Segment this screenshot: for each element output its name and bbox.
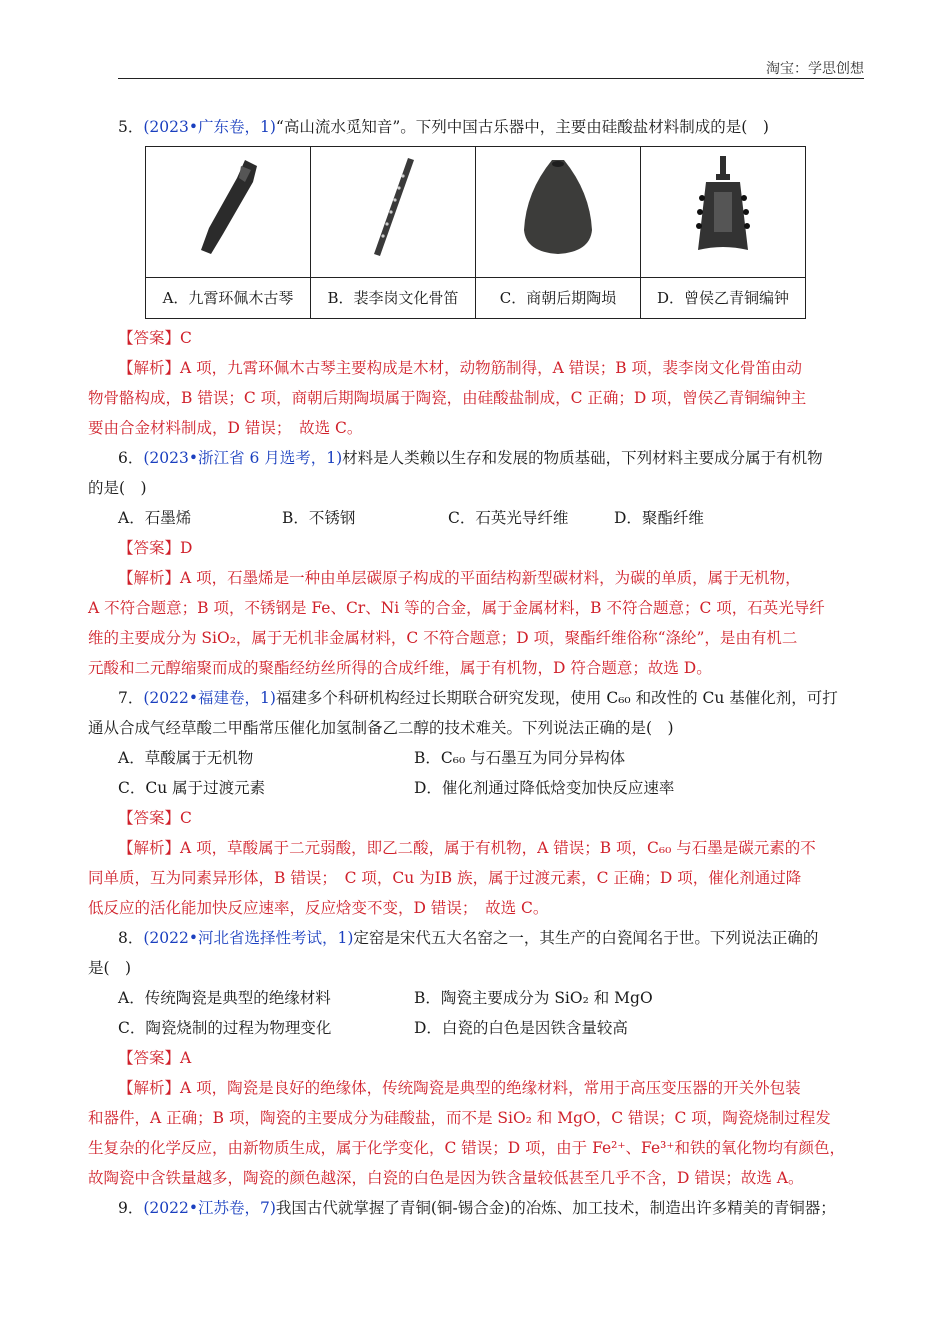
- q5-option-a: A．九霄环佩木古琴: [146, 278, 311, 319]
- q5-option-b: B．裴李岗文化骨笛: [311, 278, 476, 319]
- q6-source: (2023•浙江省 6 月选考，1): [143, 449, 343, 467]
- q7-stem-cont: 通从合成气经草酸二甲酯常压催化加氢制备乙二醇的技术难关。下列说法正确的是( ): [88, 719, 674, 737]
- q7-options-row2: [88, 773, 864, 803]
- q7-explanation: 【解析】A 项，草酸属于二元弱酸，即乙二酸，属于有机物，A 错误；B 项，C₆₀ 与石墨是碳元素的不 同单质，互为同素异形体，B 错误； C 项，Cu 为ⅠB 族，属于过渡元素，C 正确；D 项，催化剂通过降 低反应的活化能加快反应速率，反应焓变不变，D 错误； 故选 C。: [88, 839, 816, 917]
- q5-option-d: D．曾侯乙青铜编钟: [641, 278, 806, 319]
- q7-option-d: D．催化剂通过降低焓变加快反应速率: [414, 779, 675, 797]
- document-body: [88, 112, 864, 1223]
- q7-option-c: C．Cu 属于过渡元素: [118, 779, 266, 797]
- q5-source: (2023•广东卷，1): [143, 118, 276, 136]
- q5-stem: 5．(2023•广东卷，1)“高山流水觅知音”。下列中国古乐器中，主要由硅酸盐材料制成的是( ): [118, 118, 769, 136]
- q8-answer: 【答案】A: [118, 1049, 192, 1067]
- q8-stem-cont: 是( ): [88, 959, 132, 977]
- guqin-image: [146, 147, 311, 278]
- q7-option-b: B．C₆₀ 与石墨互为同分异构体: [414, 749, 626, 767]
- q8-source: (2022•河北省选择性考试，1): [143, 929, 354, 947]
- q8-option-d: D．白瓷的白色是因铁含量较高: [414, 1019, 628, 1037]
- q9-source: (2022•江苏卷，7): [143, 1199, 276, 1217]
- q5-instrument-table: [145, 146, 806, 319]
- q6-stem-cont: 的是( ): [88, 479, 147, 497]
- q6-stem: 6．(2023•浙江省 6 月选考，1)材料是人类赖以生存和发展的物质基础，下列材料主要成分属于有机物: [118, 449, 823, 467]
- q5-explanation: 【解析】A 项，九霄环佩木古琴主要构成是木材，动物筋制得，A 错误；B 项，裴李岗文化骨笛由动 物骨骼构成，B 错误；C 项，商朝后期陶埙属于陶瓷，由硅酸盐制成，C 正确；D 项，曾侯乙青铜编钟主 要由合金材料制成，D 错误； 故选 C。: [88, 359, 807, 437]
- q8-explanation: 【解析】A 项，陶瓷是良好的绝缘体，传统陶瓷是典型的绝缘材料，常用于高压变压器的开关外包装 和器件，A 正确；B 项，陶瓷的主要成分为硅酸盐，而不是 SiO₂ 和 MgO，C 错误；C 项，陶瓷烧制过程发 生复杂的化学反应，由新物质生成，属于化学变化，C 错误；D 项，由于 Fe²⁺、Fe³⁺和铁的氧化物均有颜色， 故陶瓷中含铁量越多，陶瓷的颜色越深，白瓷的白色是因为铁含量较低甚至几乎不含，D 错误；故选 A。: [88, 1079, 846, 1187]
- q5-answer: 【答案】C: [118, 329, 192, 347]
- pottery-xun-image: [476, 147, 641, 278]
- q8-option-a: A．传统陶瓷是典型的绝缘材料: [118, 989, 331, 1007]
- q6-option-c: C．石英光导纤维: [448, 509, 569, 527]
- q8-options-row1: [88, 983, 864, 1013]
- q5-option-c: C．商朝后期陶埙: [476, 278, 641, 319]
- header-rule: [118, 78, 864, 79]
- q9-stem: 9．(2022•江苏卷，7)我国古代就掌握了青铜(铜-锡合金)的冶炼、加工技术，制造出许多精美的青铜器；: [118, 1199, 836, 1217]
- q7-options-row1: [88, 743, 864, 773]
- q8-option-c: C．陶瓷烧制的过程为物理变化: [118, 1019, 332, 1037]
- q7-answer: 【答案】C: [118, 809, 192, 827]
- q7-stem: 7．(2022•福建卷，1)福建多个科研机构经过长期联合研究发现，使用 C₆₀ 和改性的 Cu 基催化剂，可打: [118, 689, 838, 707]
- bronze-bell-image: [641, 147, 806, 278]
- q7-option-a: A．草酸属于无机物: [118, 749, 254, 767]
- q6-option-b: B．不锈钢: [282, 509, 356, 527]
- q6-explanation: 【解析】A 项，石墨烯是一种由单层碳原子构成的平面结构新型碳材料，为碳的单质，属于无机物， A 不符合题意；B 项，不锈钢是 Fe、Cr、Ni 等的合金，属于金属材料，B 不符合题意；C 项，石英光导纤 维的主要成分为 SiO₂，属于无机非金属材料，C 不符合题意；D 项，聚酯纤维俗称“涤纶”，是由有机二 元酸和二元醇缩聚而成的聚酯经纺丝所得的合成纤维，属于有机物，D 符合题意；故选 D。: [88, 569, 825, 677]
- q8-option-b: B．陶瓷主要成分为 SiO₂ 和 MgO: [414, 989, 653, 1007]
- q6-options: [88, 503, 864, 533]
- header-shop: 淘宝：学思创想: [766, 61, 864, 77]
- q8-options-row2: [88, 1013, 864, 1043]
- q8-stem: 8．(2022•河北省选择性考试，1)定窑是宋代五大名窑之一，其生产的白瓷闻名于世。下列说法正确的: [118, 929, 819, 947]
- q6-answer: 【答案】D: [118, 539, 193, 557]
- q7-source: (2022•福建卷，1): [143, 689, 276, 707]
- q6-option-a: A．石墨烯: [118, 509, 192, 527]
- bone-flute-image: [311, 147, 476, 278]
- q6-option-d: D．聚酯纤维: [614, 509, 704, 527]
